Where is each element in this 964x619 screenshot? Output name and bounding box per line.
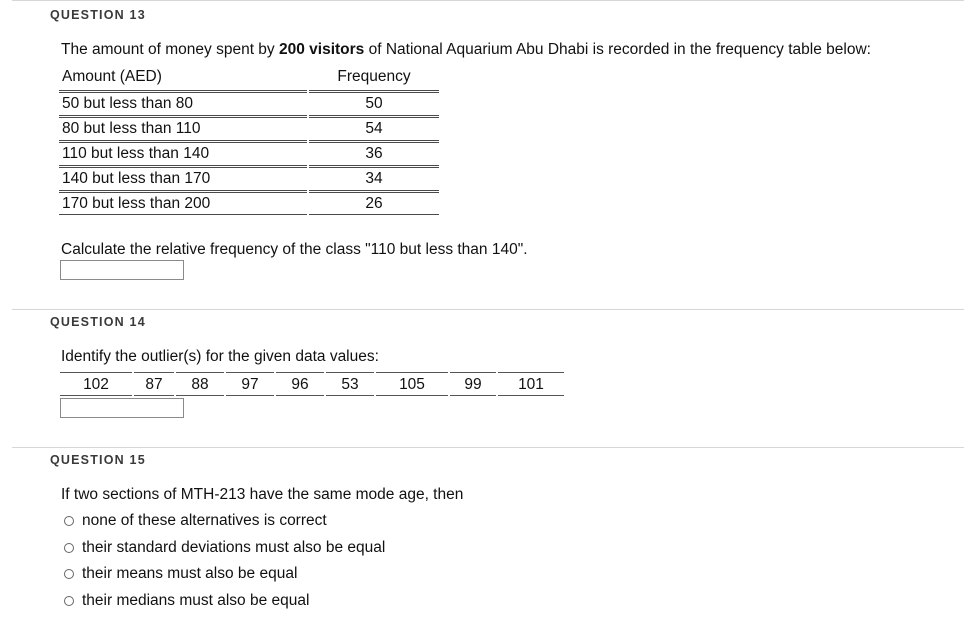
table-cell-frequency: 26: [309, 190, 439, 215]
table-cell-amount: 80 but less than 110: [59, 115, 307, 140]
data-value-cell: 97: [226, 372, 274, 396]
table-cell-amount: 110 but less than 140: [59, 140, 307, 165]
question-15-prompt: If two sections of MTH-213 have the same mode age, then: [61, 486, 464, 503]
radio-button-icon[interactable]: [64, 596, 74, 606]
data-value-cell: 105: [376, 372, 448, 396]
answer-option[interactable]: [64, 535, 385, 562]
radio-button-icon[interactable]: [64, 543, 74, 553]
table-header-row: [59, 65, 439, 90]
data-value-cell: 53: [326, 372, 374, 396]
answer-option[interactable]: [64, 561, 385, 588]
frequency-table: [59, 65, 439, 215]
data-value-cell: 88: [176, 372, 224, 396]
table-row: [59, 115, 439, 140]
prompt-text-after: of National Aquarium Abu Dhabi is recorded in the frequency table below:: [364, 41, 871, 58]
answer-option-label[interactable]: their medians must also be equal: [82, 591, 310, 609]
data-value-cell: 99: [450, 372, 496, 396]
table-row: [59, 190, 439, 215]
answer-option[interactable]: [64, 508, 385, 535]
radio-button-icon[interactable]: [64, 516, 74, 526]
question-divider: [12, 309, 964, 310]
table-cell-frequency: 34: [309, 165, 439, 190]
table-header-amount: Amount (AED): [62, 68, 162, 85]
answer-option-label[interactable]: none of these alternatives is correct: [82, 512, 327, 530]
data-values-table: [60, 372, 566, 396]
data-value-cell: 102: [60, 372, 132, 396]
question-13-prompt: [61, 41, 871, 59]
table-cell-frequency: 54: [309, 115, 439, 140]
prompt-text-bold: 200 visitors: [278, 41, 365, 58]
question-14-answer-input[interactable]: [60, 398, 184, 418]
question-13-text: Calculate the relative frequency of the class "110 but less than 140".: [61, 241, 528, 258]
prompt-text-before: The amount of money spent by: [61, 41, 279, 58]
table-cell-amount: 170 but less than 200: [59, 190, 307, 215]
question-divider: [12, 447, 964, 448]
table-header-frequency: Frequency: [337, 68, 411, 85]
question-divider: [12, 0, 964, 1]
question-13-answer-input[interactable]: [60, 260, 184, 280]
data-value-cell: 87: [134, 372, 174, 396]
radio-button-icon[interactable]: [64, 569, 74, 579]
question-13-heading: QUESTION 13: [50, 8, 146, 22]
table-cell-amount: 140 but less than 170: [59, 165, 307, 190]
question-14-heading: QUESTION 14: [50, 315, 146, 329]
answer-options: [64, 508, 385, 614]
answer-option-label[interactable]: their means must also be equal: [82, 565, 298, 583]
table-cell-frequency: 50: [309, 90, 439, 115]
table-row: [59, 140, 439, 165]
answer-option-label[interactable]: their standard deviations must also be equal: [82, 538, 386, 556]
table-row: [59, 165, 439, 190]
table-row: [59, 90, 439, 115]
question-14-prompt: Identify the outlier(s) for the given data values:: [61, 348, 379, 365]
data-value-cell: 101: [498, 372, 564, 396]
table-cell-frequency: 36: [309, 140, 439, 165]
table-cell-amount: 50 but less than 80: [59, 90, 307, 115]
data-value-cell: 96: [276, 372, 324, 396]
answer-option[interactable]: [64, 588, 385, 615]
question-15-heading: QUESTION 15: [50, 453, 146, 467]
